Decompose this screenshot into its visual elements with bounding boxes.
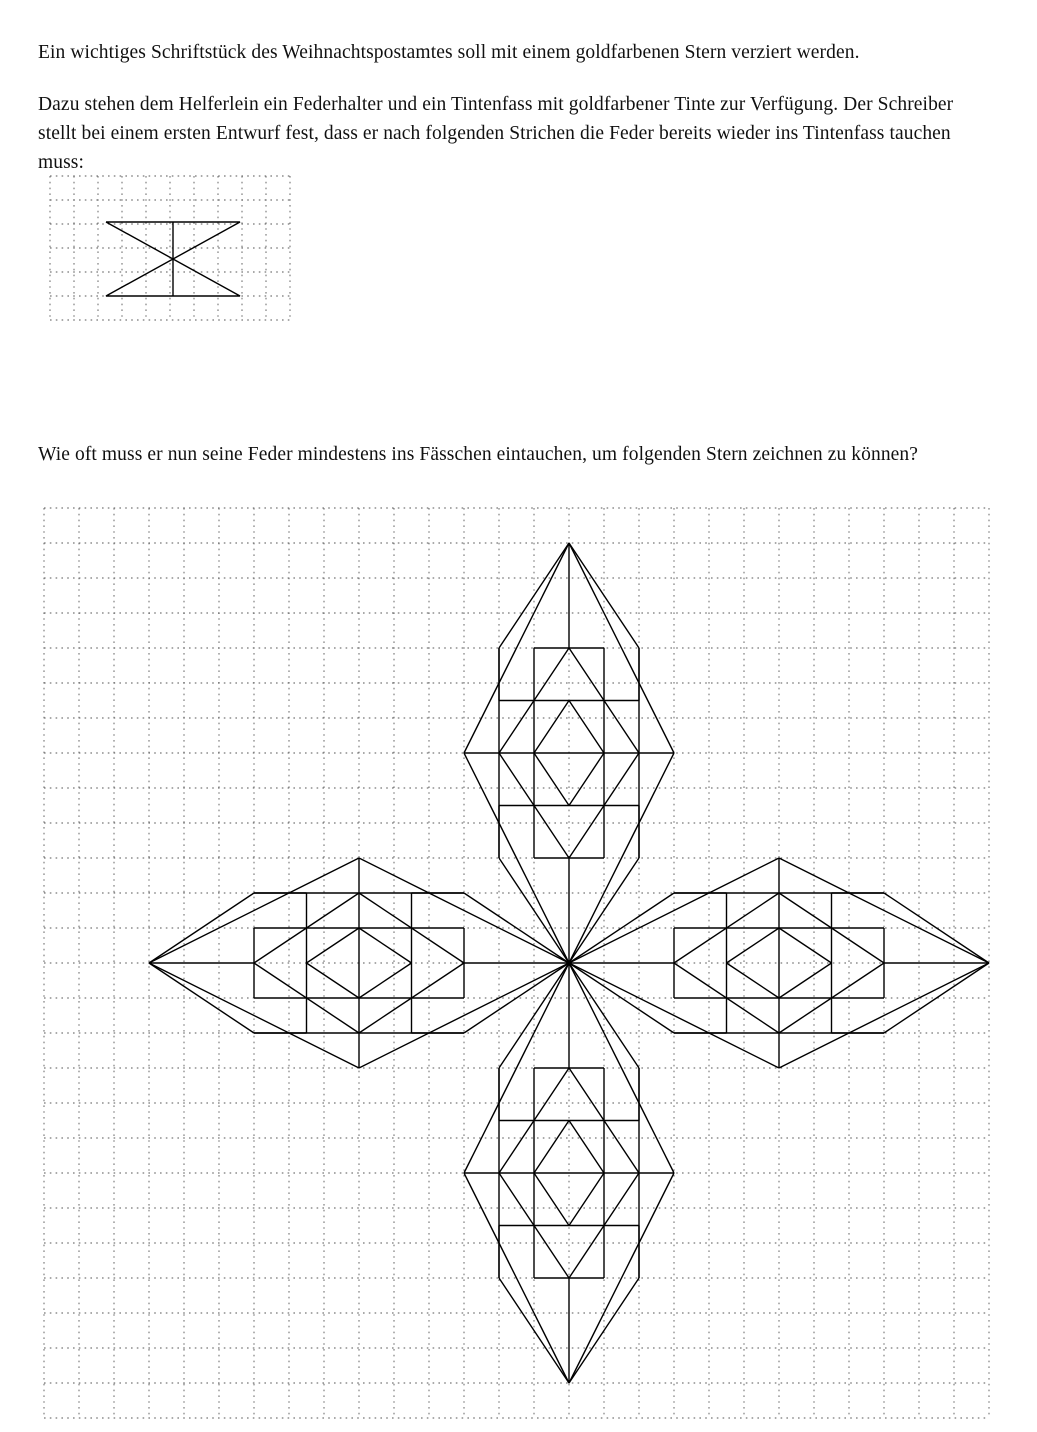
example-figure-hourglass bbox=[40, 168, 300, 328]
paragraph-task: Dazu stehen dem Helferlein ein Federhalter und ein Tintenfass mit goldfarbener Tinte zur Verfügung. Der Schreiber stellt bei einem ersten Entwurf fest, dass er nach folgenden Strichen die Feder bereits wieder ins Tintenfass tauchen muss: bbox=[38, 93, 954, 173]
star-figure bbox=[36, 500, 1001, 1420]
example-shape-lines bbox=[106, 222, 240, 296]
example-figure-svg bbox=[40, 168, 300, 328]
paragraph-question: Wie oft muss er nun seine Feder mindestens ins Fässchen eintauchen, um folgenden Stern zeichnen zu können? bbox=[38, 443, 919, 465]
example-grid-dots bbox=[50, 176, 290, 320]
star-figure-svg bbox=[36, 500, 1001, 1420]
paragraph-intro: Ein wichtiges Schriftstück des Weihnachtspostamtes soll mit einem goldfarbenen Stern verziert werden. bbox=[38, 41, 860, 63]
